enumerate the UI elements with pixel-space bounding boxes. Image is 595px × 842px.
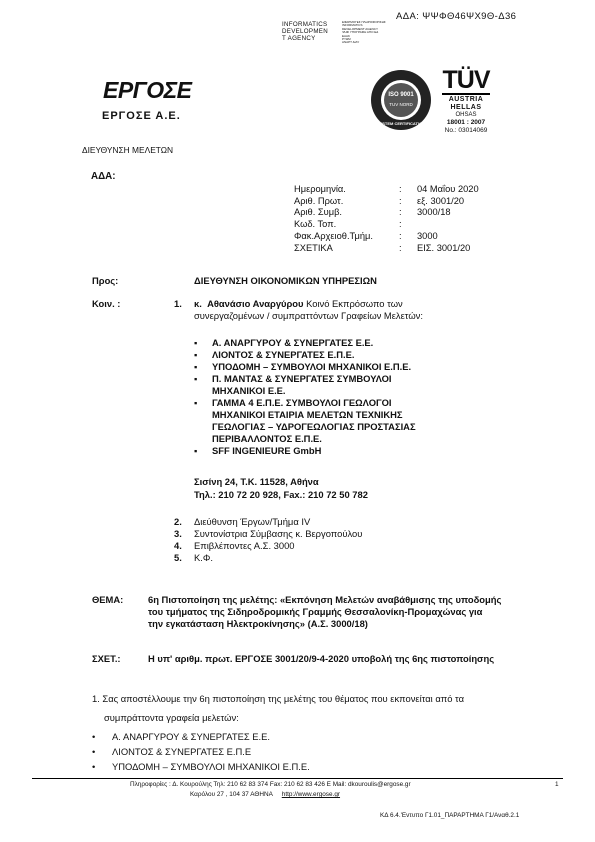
- body-firm-item: [92, 744, 310, 759]
- sxet-label: ΣΧΕΤ.:: [92, 653, 121, 664]
- address-line-2: Τηλ.: 210 72 20 928, Fax.: 210 72 50 782: [194, 489, 368, 500]
- informatics-line-1: INFORMATICS: [282, 21, 328, 28]
- meta-colon: :: [399, 230, 402, 241]
- firms-list: [194, 337, 494, 457]
- website-link[interactable]: http://www.ergose.gr: [281, 791, 341, 798]
- firm-item: [194, 337, 494, 349]
- meta-colon: :: [399, 207, 402, 218]
- recipient-name: Αθανάσιο Αναργύρου: [207, 298, 304, 309]
- company-name: ΕΡΓΟΣΕ Α.Ε.: [102, 110, 181, 122]
- informatics-line-3: T AGENCY: [282, 35, 316, 42]
- meta-value: 3000/18: [417, 207, 451, 218]
- bullet-icon: •: [92, 746, 96, 757]
- stamp-line: DEVELOPMENT AGENCY: [342, 26, 378, 31]
- koin-recipient: [194, 298, 403, 310]
- stamp-line: ΑΝΑΡΤ ΔΙΑΥ: [342, 40, 360, 45]
- recipient-text: Συντονίστρια Σύμβασης κ. Βεργοπούλου: [194, 528, 363, 539]
- pros-value: ΔΙΕΥΘΥΝΣΗ ΟΙΚΟΝΟΜΙΚΩΝ ΥΠΗΡΕΣΙΩΝ: [194, 275, 377, 286]
- thema-label: ΘΕΜΑ:: [92, 594, 124, 605]
- recipient-number: 2.: [174, 516, 182, 527]
- firm-line: ΜΗΧΑΝΙΚΟΙ ΕΤΑΙΡΙΑ ΜΕΛΕΤΩΝ ΤΕΧΝΙΚΗΣ: [212, 409, 403, 420]
- firm-line: Α. ΑΝΑΡΓΥΡΟΥ & ΣΥΝΕΡΓΑΤΕΣ Ε.Ε.: [212, 337, 374, 348]
- footer-street: Καρόλου 27 , 104 37 ΑΘΗΝΑ: [190, 791, 273, 798]
- firm-line: ΥΠΟΔΟΜΗ – ΣΥΜΒΟΥΛΟΙ ΜΗΧΑΝΙΚΟΙ Ε.Π.Ε.: [212, 361, 412, 372]
- recipient-item: [174, 540, 362, 552]
- firm-line: ΓΑΜΜΑ 4 Ε.Π.Ε. ΣΥΜΒΟΥΛΟΙ ΓΕΩΛΟΓΟΙ: [212, 397, 392, 408]
- meta-row: [294, 207, 479, 219]
- firm-line: ΛΙΟΝΤΟΣ & ΣΥΝΕΡΓΑΤΕΣ Ε.Π.Ε.: [212, 349, 355, 360]
- meta-value: ΕΙΣ. 3001/20: [417, 242, 471, 253]
- body-firm-item: [92, 729, 310, 744]
- thema-line: του τμήματος της Σιδηροδρομικής Γραμμής Θεσσαλονίκη-Προμαχώνας για: [148, 606, 483, 617]
- ohsas-label: OHSAS: [455, 112, 477, 118]
- firm-line: ΜΗΧΑΝΙΚΟΙ Ε.Ε.: [212, 385, 286, 396]
- firm-item: [194, 373, 494, 397]
- body-firm-text: ΥΠΟΔΟΜΗ – ΣΥΜΒΟΥΛΟΙ ΜΗΧΑΝΙΚΟΙ Ε.Π.Ε.: [112, 761, 310, 772]
- bullet-icon: ▪: [194, 337, 198, 348]
- tuv-austria: AUSTRIA: [448, 96, 484, 103]
- meta-value: 3000: [417, 230, 438, 241]
- meta-colon: :: [399, 184, 402, 194]
- meta-colon: :: [399, 195, 402, 206]
- footer-contact: Πληροφορίες : Δ. Κουρούλης Τηλ: 210 62 83 374 Fax: 210 62 83 426 E Mail: dkouroulis@ergose.gr: [130, 781, 411, 788]
- stamp-line: INFORMATICS: [342, 23, 363, 28]
- firm-item: [194, 397, 494, 445]
- bullet-icon: ▪: [194, 361, 198, 372]
- recipient-item: [174, 516, 362, 528]
- meta-key: Κωδ. Τοπ.: [294, 219, 337, 230]
- bullet-icon: ▪: [194, 397, 198, 408]
- recipient-text: Επιβλέποντες Α.Σ. 3000: [194, 540, 295, 551]
- body-firms-list: [92, 729, 310, 774]
- footer-rule: [32, 778, 563, 779]
- meta-key: ΣΧΕΤΙΚΑ: [294, 242, 333, 253]
- meta-value: εξ. 3001/20: [417, 195, 465, 206]
- firm-item: [194, 349, 494, 361]
- meta-value: 04 Μαΐου 2020: [417, 184, 479, 194]
- recipient-number: 3.: [174, 528, 182, 539]
- thema-line: 6η Πιστοποίηση της μελέτης: «Εκπόνηση Μελετών αναβάθμισης της υποδομής: [148, 594, 502, 605]
- meta-row: [294, 196, 479, 208]
- meta-row: [294, 184, 479, 196]
- meta-key: Αριθ. Πρωτ.: [294, 195, 344, 206]
- stamp-line: ΡΥΘΜ: [342, 37, 351, 42]
- body-line: 1. Σας αποστέλλουμε την 6η πιστοποίηση της μελέτης του θέματος που εκπονείται από τα: [92, 693, 465, 704]
- bullet-icon: ▪: [194, 349, 198, 360]
- meta-key: Ημερομηνία.: [294, 184, 346, 194]
- recipient-prefix: κ.: [194, 298, 202, 309]
- body-line: συμπράττοντα γραφεία μελετών:: [104, 712, 239, 723]
- department: ΔΙΕΥΘΥΝΣΗ ΜΕΛΕΤΩΝ: [82, 145, 174, 155]
- meta-key: Αριθ. Συμβ.: [294, 207, 343, 218]
- form-code: ΚΔ 6.4.'Εντυπο Γ1.01_ΠΑΡΑΡΤΗΜΑ Γ1/Αναθ.2.1: [380, 812, 520, 819]
- informatics-stamp: [282, 21, 328, 42]
- tuv-austria-hellas-logo: [438, 68, 494, 135]
- meta-row: [294, 231, 479, 243]
- tuv-nord-label: TUV NORD: [389, 102, 413, 107]
- system-certification-label: SYSTEM CERTIFICATION: [376, 121, 426, 126]
- thema-line: την εγκατάσταση Ηλεκτροκίνησης» (Α.Σ. 3000/18): [148, 618, 368, 629]
- ohsas-number: 18001 : 2007: [446, 119, 486, 126]
- recipient-item: [174, 528, 362, 540]
- digital-signature-stamp: [342, 21, 398, 45]
- bullet-icon: ▪: [194, 373, 198, 384]
- page-number: 1: [555, 781, 559, 788]
- iso-certification-seal: [370, 69, 432, 131]
- document-meta: [294, 184, 479, 254]
- ada-top: ΑΔΑ: ΨΨΦΘ46ΨΧ9Θ-Δ36: [396, 11, 517, 22]
- other-recipients: [174, 516, 362, 564]
- body-firm-text: Α. ΑΝΑΡΓΥΡΟΥ & ΣΥΝΕΡΓΑΤΕΣ Ε.Ε.: [112, 731, 270, 742]
- footer-address: [190, 791, 340, 799]
- body-firm-text: ΛΙΟΝΤΟΣ & ΣΥΝΕΡΓΑΤΕΣ Ε.Π.Ε: [112, 746, 252, 757]
- stamp-line: ΨΗΦ ΥΠΟΓΡΑΦΗ ΑΠΟ ΕΔ: [342, 30, 379, 35]
- firm-line: ΠΕΡΙΒΑΛΛΟΝΤΟΣ Ε.Π.Ε.: [212, 433, 322, 444]
- recipient-item: [174, 552, 362, 564]
- cert-number: No.: 03014069: [444, 127, 488, 134]
- meta-row: [294, 243, 479, 255]
- meta-key: Φακ.Αρχειοθ.Τμήμ.: [294, 230, 373, 241]
- recipient-number: 4.: [174, 540, 182, 551]
- ergose-logo: ΕΡΓΟΣΕ: [103, 77, 192, 103]
- stamp-line: ΕΦΑΡΜΟΓΕΣ ΠΛΗΡΟΦΟΡΙΚΗΣ: [342, 20, 386, 24]
- firm-line: SFF INGENIEURE GmbH: [212, 445, 322, 456]
- tuv-wordmark: TÜV: [442, 66, 490, 94]
- meta-colon: :: [399, 242, 402, 253]
- thema-text: [148, 594, 560, 630]
- firm-item: [194, 445, 494, 457]
- pros-label: Προς:: [92, 275, 119, 286]
- koin-item-number: 1.: [174, 298, 182, 309]
- meta-row: [294, 219, 479, 231]
- informatics-line-2: DEVELOPMEN: [282, 28, 328, 35]
- body-firm-item: [92, 759, 310, 774]
- firm-item: [194, 361, 494, 373]
- recipient-number: 5.: [174, 552, 182, 563]
- recipient-text: Κ.Φ.: [194, 552, 213, 563]
- meta-colon: :: [399, 219, 402, 230]
- bullet-icon: •: [92, 761, 96, 772]
- firm-line: Π. ΜΑΝΤΑΣ & ΣΥΝΕΡΓΑΤΕΣ ΣΥΜΒΟΥΛΟΙ: [212, 373, 392, 384]
- iso-label: ISO 9001: [388, 92, 414, 98]
- tuv-hellas: HELLAS: [450, 104, 482, 111]
- sxet-text: Η υπ' αριθμ. πρωτ. ΕΡΓΟΣΕ 3001/20/9-4-2020 υποβολή της 6ης πιστοποίησης: [148, 653, 495, 664]
- recipient-text: Διεύθυνση Έργων/Τμήμα IV: [194, 516, 311, 527]
- bullet-icon: •: [92, 731, 96, 742]
- body-paragraph: [92, 689, 560, 727]
- ada-label: ΑΔΑ:: [91, 171, 116, 182]
- firm-line: ΓΕΩΛΟΓΙΑΣ – ΥΔΡΟΓΕΩΛΟΓΙΑΣ ΠΡΟΣΤΑΣΙΑΣ: [212, 421, 416, 432]
- stamp-line: ΕΑΑΚ: [342, 33, 351, 38]
- recipient-role: Κοινό Εκπρόσωπο των: [303, 298, 403, 309]
- bullet-icon: ▪: [194, 445, 198, 456]
- koin-label: Κοιν. :: [92, 298, 121, 309]
- address-line-1: Σισίνη 24, Τ.Κ. 11528, Αθήνα: [194, 476, 319, 487]
- recipient-role-line-2: συνεργαζομένων / συμπραττόντων Γραφείων Μελετών:: [194, 310, 423, 321]
